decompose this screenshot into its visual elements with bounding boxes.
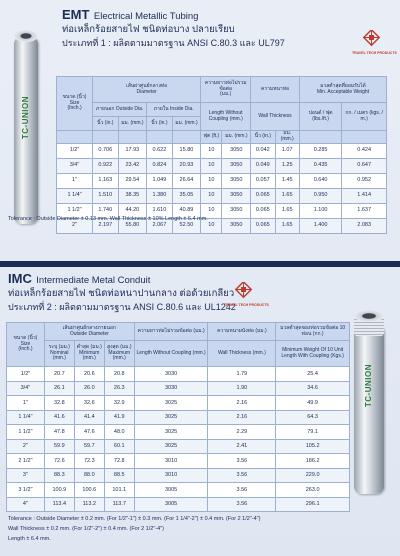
- table-cell: 17.93: [118, 143, 147, 158]
- table-cell: 72.3: [74, 454, 104, 469]
- emt-spec-table: [56, 76, 387, 234]
- table-row: [57, 188, 387, 203]
- table-cell: 1.380: [147, 188, 172, 203]
- table-cell: 1.45: [275, 173, 299, 188]
- table-row: [7, 381, 350, 396]
- emt-weight-header-en: Min. Acceptable Weight: [316, 88, 370, 95]
- size-cell: 3/4": [7, 381, 45, 396]
- table-row: [7, 497, 350, 512]
- emt-diameter-header: [93, 77, 201, 103]
- table-row: [7, 425, 350, 440]
- table-cell: 186.2: [276, 454, 350, 469]
- size-cell: 1 1/2": [7, 425, 45, 440]
- table-row: [7, 396, 350, 411]
- table-cell: 1.637: [342, 203, 387, 218]
- emt-id-header: ภายใน Inside Dia.: [147, 103, 201, 117]
- table-cell: 100.6: [74, 483, 104, 498]
- imc-diameter-header-th: เส้นผ่าศูนย์กลางภายนอก: [62, 324, 116, 331]
- imc-weight-header-th: มวลต่ำสุดของท่อรวมข้อต่อ 10 ท่อน (กก.): [276, 323, 350, 341]
- table-cell: 0.950: [299, 188, 341, 203]
- table-cell: 3025: [134, 439, 208, 454]
- table-cell: 10: [201, 218, 222, 233]
- table-cell: 296.1: [276, 497, 350, 512]
- table-cell: 1.25: [275, 158, 299, 173]
- emt-section: [0, 0, 400, 262]
- table-cell: 26.3: [104, 381, 134, 396]
- table-cell: 3050: [222, 218, 251, 233]
- imc-length-header-th: ความยาวท่อไม่รวมข้อต่อ (มม.): [134, 323, 208, 341]
- table-cell: 0.042: [251, 143, 275, 158]
- emt-unit-in-od: นิ้ว (in.): [93, 117, 118, 131]
- logo-mark-icon: [350, 30, 392, 60]
- table-row: [7, 439, 350, 454]
- table-cell: 2.067: [147, 218, 172, 233]
- table-cell: 20.8: [104, 367, 134, 382]
- table-row: [7, 410, 350, 425]
- table-cell: 101.1: [104, 483, 134, 498]
- imc-name-th: ท่อเหล็กร้อยสายไฟ ชนิดท่อหนาปานกลาง ต่อด้วยเกลียว: [8, 288, 235, 299]
- table-cell: 0.285: [299, 143, 341, 158]
- size-cell: 1 1/2": [57, 203, 93, 218]
- emt-weight-header: [299, 77, 386, 103]
- size-cell: 1 1/4": [7, 410, 45, 425]
- table-cell: 1.740: [93, 203, 118, 218]
- imc-weight-header-en: Minimum Weight Of 10 Unit Length With Coupling (Kgs.): [276, 341, 350, 367]
- table-cell: 3050: [222, 188, 251, 203]
- size-cell: 1/2": [57, 143, 93, 158]
- table-cell: 41.4: [74, 410, 104, 425]
- table-cell: 72.8: [104, 454, 134, 469]
- size-cell: 1": [7, 396, 45, 411]
- emt-spacer: [172, 131, 201, 144]
- size-cell: 2": [57, 218, 93, 233]
- emt-weight-header-th: มวลต่ำสุดที่ยอมรับได้: [320, 82, 366, 89]
- imc-nominal-en: Nominal (mm.): [50, 349, 69, 362]
- imc-size-header-th: ขนาด (นิ้ว): [13, 334, 38, 341]
- emt-size-header-th: ขนาด (นิ้ว): [62, 93, 87, 100]
- emt-length-header-en: Length Without Coupling (mm.): [201, 103, 251, 131]
- table-cell: 23.42: [118, 158, 147, 173]
- emt-pipe-marking: TC-UNION: [21, 96, 30, 140]
- table-cell: 44.20: [118, 203, 147, 218]
- emt-unit-mm-wall: มม. (mm.): [275, 131, 299, 144]
- emt-wall-header-th: ความหนาท่อ: [251, 77, 300, 103]
- table-cell: 1.049: [147, 173, 172, 188]
- emt-unit-mm-id: มม. (mm.): [172, 117, 201, 131]
- emt-unit-lb: ปอนด์ / ฟุต (lbs./ft.): [299, 103, 341, 131]
- table-cell: 72.6: [44, 454, 74, 469]
- emt-length-header-th: ความยาวท่อไม่รวมข้อต่อ: [204, 79, 247, 92]
- logo-text: TRAVEL TECH PRODUCTS: [224, 303, 269, 307]
- emt-unit-mm-od: มม. (mm.): [118, 117, 147, 131]
- imc-max-th: สูงสุด (มม.): [107, 343, 132, 350]
- table-cell: 25.4: [276, 367, 350, 382]
- emt-length-header: [201, 77, 251, 103]
- imc-tolerance-1: Tolerance : Outside Diameter ± 0.2 mm. (For 1/2"-1") ± 0.3 mm. (For 1 1/4"-2") ± 0.4 mm. (For 2 1/2"-4"): [8, 516, 261, 522]
- emt-unit-mm-len: มม. (mm.): [222, 131, 251, 144]
- table-cell: 0.952: [342, 173, 387, 188]
- imc-wall-header-th: ความหนาผนังท่อ (มม.): [208, 323, 276, 341]
- table-cell: 49.9: [276, 396, 350, 411]
- table-cell: 3005: [134, 497, 208, 512]
- emt-spacer: [299, 131, 341, 144]
- imc-size-header: [7, 323, 45, 367]
- imc-length-header-en: Length Without Coupling (mm.): [134, 341, 208, 367]
- table-cell: 2.29: [208, 425, 276, 440]
- emt-unit-ft: ฟุต (ft.): [201, 131, 222, 144]
- table-cell: 229.0: [276, 468, 350, 483]
- table-cell: 1.90: [208, 381, 276, 396]
- table-cell: 3030: [134, 367, 208, 382]
- emt-wall-header-en: Wall Thickness: [251, 103, 300, 131]
- emt-length-header-unit: (มม.): [220, 91, 232, 98]
- table-cell: 52.50: [172, 218, 201, 233]
- table-cell: 10: [201, 173, 222, 188]
- imc-size-header-en: Size: [20, 340, 31, 347]
- table-cell: 1.400: [299, 218, 341, 233]
- emt-pipe-image: [14, 36, 38, 224]
- table-cell: 1.510: [93, 188, 118, 203]
- table-cell: 3050: [222, 143, 251, 158]
- table-cell: 0.622: [147, 143, 172, 158]
- table-cell: 10: [201, 188, 222, 203]
- table-cell: 29.54: [118, 173, 147, 188]
- imc-nominal-header: [44, 341, 74, 367]
- table-cell: 0.435: [299, 158, 341, 173]
- table-row: [57, 173, 387, 188]
- table-cell: 113.4: [44, 497, 74, 512]
- company-logo: [222, 282, 269, 316]
- table-cell: 60.1: [104, 439, 134, 454]
- table-cell: 26.1: [44, 381, 74, 396]
- emt-spacer: [93, 131, 118, 144]
- table-cell: 59.7: [74, 439, 104, 454]
- table-cell: 55.80: [118, 218, 147, 233]
- table-cell: 1.100: [299, 203, 341, 218]
- table-cell: 0.640: [299, 173, 341, 188]
- table-cell: 26.0: [74, 381, 104, 396]
- imc-section: [0, 266, 400, 556]
- imc-name-en: Intermediate Metal Conduit: [36, 275, 151, 286]
- imc-diameter-header-en: Outside Diameter: [69, 330, 109, 337]
- size-cell: 1": [57, 173, 93, 188]
- size-cell: 1/2": [7, 367, 45, 382]
- table-row: [7, 454, 350, 469]
- table-cell: 88.0: [74, 468, 104, 483]
- table-cell: 2.083: [342, 218, 387, 233]
- table-cell: 0.647: [342, 158, 387, 173]
- size-cell: 3 1/2": [7, 483, 45, 498]
- emt-size-header: [57, 77, 93, 131]
- table-cell: 32.8: [44, 396, 74, 411]
- table-cell: 113.7: [104, 497, 134, 512]
- imc-tolerance-2: Wall Thickness ± 0.2 mm. (For 1/2"-2") ± 0.4 mm. (For 2 1/2"-4"): [8, 526, 164, 532]
- table-cell: 64.3: [276, 410, 350, 425]
- table-cell: 3.56: [208, 454, 276, 469]
- table-cell: 1.163: [93, 173, 118, 188]
- table-cell: 0.065: [251, 188, 275, 203]
- table-cell: 263.0: [276, 483, 350, 498]
- logo-text: TRAVEL TECH PRODUCTS: [352, 51, 397, 55]
- emt-spacer: [118, 131, 147, 144]
- table-cell: 35.05: [172, 188, 201, 203]
- table-cell: 1.65: [275, 218, 299, 233]
- table-cell: 0.824: [147, 158, 172, 173]
- size-cell: 4": [7, 497, 45, 512]
- table-cell: 34.6: [276, 381, 350, 396]
- table-cell: 3.56: [208, 468, 276, 483]
- emt-od-header: ภายนอก Outside Dia.: [93, 103, 147, 117]
- table-row: [57, 143, 387, 158]
- table-cell: 1.07: [275, 143, 299, 158]
- table-cell: 79.1: [276, 425, 350, 440]
- imc-spec-table: [6, 322, 350, 512]
- imc-pipe-image: [354, 324, 384, 494]
- emt-spacer: [342, 131, 387, 144]
- table-cell: 100.9: [44, 483, 74, 498]
- emt-type-line: ประเภทที่ 1 : ผลิตตามมาตรฐาน ANSI C.80.3 และ UL797: [62, 38, 285, 48]
- table-cell: 105.2: [276, 439, 350, 454]
- table-cell: 1.65: [275, 188, 299, 203]
- table-cell: 59.9: [44, 439, 74, 454]
- table-cell: 88.3: [44, 468, 74, 483]
- imc-max-header: [104, 341, 134, 367]
- emt-unit-kg: กก. / เมตร (kgs. / m.): [342, 103, 387, 131]
- imc-nominal-th: ระบุ (มม.): [48, 343, 70, 350]
- emt-diameter-header-en: Diameter: [136, 88, 157, 95]
- table-row: [7, 367, 350, 382]
- table-cell: 0.065: [251, 218, 275, 233]
- table-cell: 2.16: [208, 410, 276, 425]
- imc-max-en: Maximum (mm.): [108, 349, 131, 362]
- table-cell: 3050: [222, 173, 251, 188]
- emt-spacer: [57, 131, 93, 144]
- emt-tolerance: Tolerance : Outside Diameter ± 0.13 mm. Wall Thickness ± 10% Length ± 6.4 mm.: [8, 216, 208, 222]
- logo-mark-icon: [222, 282, 264, 312]
- table-cell: 47.6: [74, 425, 104, 440]
- table-cell: 2.197: [93, 218, 118, 233]
- table-cell: 41.6: [44, 410, 74, 425]
- company-logo: [350, 30, 397, 64]
- table-cell: 3025: [134, 410, 208, 425]
- table-cell: 26.64: [172, 173, 201, 188]
- table-cell: 0.424: [342, 143, 387, 158]
- imc-min-th: ต่ำสุด (มม.): [76, 343, 102, 350]
- table-cell: 47.8: [44, 425, 74, 440]
- table-cell: 2.41: [208, 439, 276, 454]
- table-cell: 38.35: [118, 188, 147, 203]
- table-cell: 0.706: [93, 143, 118, 158]
- table-cell: 3010: [134, 454, 208, 469]
- table-cell: 3030: [134, 381, 208, 396]
- table-cell: 0.922: [93, 158, 118, 173]
- table-cell: 113.2: [74, 497, 104, 512]
- table-row: [57, 158, 387, 173]
- table-cell: 20.7: [44, 367, 74, 382]
- size-cell: 2": [7, 439, 45, 454]
- table-cell: 1.79: [208, 367, 276, 382]
- table-cell: 3050: [222, 158, 251, 173]
- table-cell: 2.16: [208, 396, 276, 411]
- emt-pipe-end: [14, 30, 38, 42]
- table-cell: 3.56: [208, 497, 276, 512]
- imc-diameter-header: [44, 323, 134, 341]
- table-cell: 10: [201, 158, 222, 173]
- table-cell: 0.065: [251, 203, 275, 218]
- table-cell: 1.414: [342, 188, 387, 203]
- table-row: [7, 483, 350, 498]
- imc-type-line: ประเภทที่ 2 : ผลิตตามมาตรฐาน ANSI C.80.6 และ UL1242: [8, 302, 236, 312]
- imc-size-header-unit: (Inch.): [18, 346, 33, 353]
- table-cell: 40.89: [172, 203, 201, 218]
- imc-pipe-marking: TC-UNION: [364, 364, 373, 408]
- imc-pipe-end: [354, 310, 384, 322]
- size-cell: 3": [7, 468, 45, 483]
- imc-min-en: Minimum (mm.): [79, 349, 100, 362]
- table-row: [7, 468, 350, 483]
- emt-name-en: Electrical Metallic Tubing: [93, 11, 199, 22]
- table-cell: 15.80: [172, 143, 201, 158]
- emt-unit-in-id: นิ้ว (in.): [147, 117, 172, 131]
- emt-diameter-header-th: เส้นผ่าศูนย์กลางท่อ: [126, 82, 168, 89]
- emt-spacer: [147, 131, 172, 144]
- table-cell: 48.0: [104, 425, 134, 440]
- emt-unit-in-wall: นิ้ว (in.): [251, 131, 275, 144]
- emt-size-header-en: Size: [69, 99, 80, 106]
- imc-table-body: [7, 367, 350, 512]
- table-cell: 3010: [134, 468, 208, 483]
- table-cell: 0.049: [251, 158, 275, 173]
- table-cell: 10: [201, 203, 222, 218]
- table-cell: 32.6: [74, 396, 104, 411]
- table-cell: 1.610: [147, 203, 172, 218]
- size-cell: 3/4": [57, 158, 93, 173]
- table-cell: 20.6: [74, 367, 104, 382]
- table-cell: 3.56: [208, 483, 276, 498]
- table-cell: 20.93: [172, 158, 201, 173]
- table-cell: 32.9: [104, 396, 134, 411]
- size-cell: 2 1/2": [7, 454, 45, 469]
- table-cell: 88.5: [104, 468, 134, 483]
- imc-wall-header-en: Wall Thickness (mm.): [208, 341, 276, 367]
- emt-code: EMT: [62, 7, 90, 22]
- table-cell: 1.65: [275, 203, 299, 218]
- imc-code: IMC: [8, 271, 32, 286]
- emt-size-header-unit: (Inch.): [67, 105, 82, 112]
- table-cell: 10: [201, 143, 222, 158]
- table-cell: 41.9: [104, 410, 134, 425]
- imc-min-header: [74, 341, 104, 367]
- size-cell: 1 1/4": [57, 188, 93, 203]
- table-cell: 0.057: [251, 173, 275, 188]
- table-cell: 3025: [134, 396, 208, 411]
- emt-name-th: ท่อเหล็กร้อยสายไฟ ชนิดท่อบาง ปลายเรียบ: [62, 24, 235, 35]
- table-cell: 3005: [134, 483, 208, 498]
- imc-tolerance-3: Length ± 6.4 mm.: [8, 536, 51, 542]
- table-cell: 3025: [134, 425, 208, 440]
- table-cell: 3050: [222, 203, 251, 218]
